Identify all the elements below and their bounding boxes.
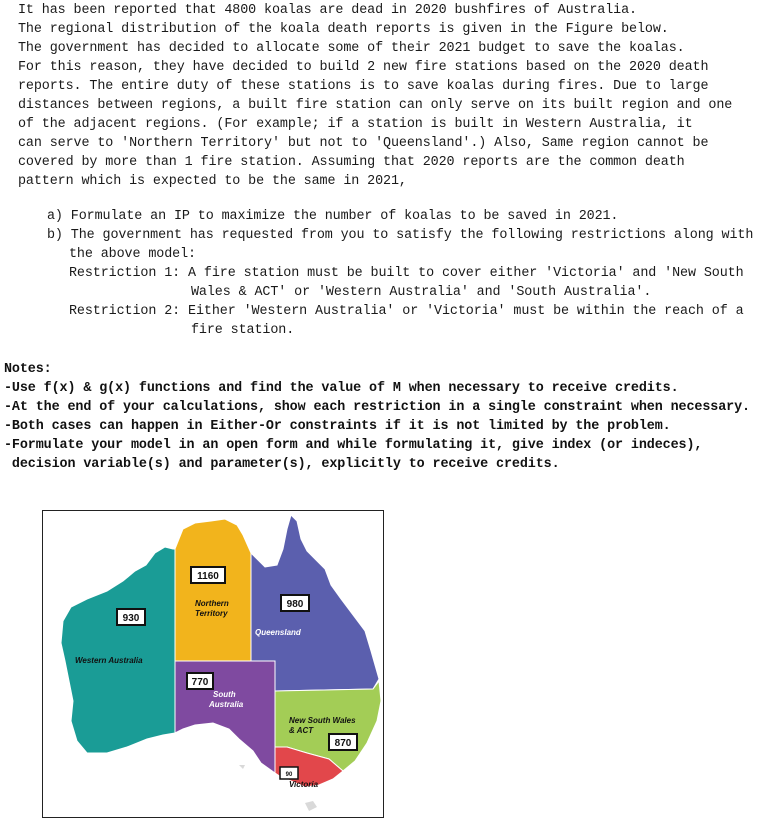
label-south-australia-1: South <box>213 690 236 699</box>
australia-map-figure <box>42 510 384 818</box>
intro-line-4: For this reason, they have decided to build 2 new fire stations based on the 2020 death <box>18 60 709 75</box>
intro-line-3: The government has decided to allocate some of their 2021 budget to save the koalas. <box>18 41 685 56</box>
region-western-australia <box>61 547 175 753</box>
intro-line-1: It has been reported that 4800 koalas are dead in 2020 bushfires of Australia. <box>18 3 637 18</box>
question-b-line-2: the above model: <box>69 247 196 262</box>
question-b-line-1: b) The government has requested from you to satisfy the following restrictions along with <box>47 228 754 243</box>
label-victoria: Victoria <box>289 780 319 789</box>
svg-text:930: 930 <box>122 613 140 624</box>
svg-text:90: 90 <box>285 772 293 778</box>
note-4: -Formulate your model in an open form and while formulating it, give index (or indeces), <box>4 438 703 453</box>
label-south-australia-2: Australia <box>209 700 244 709</box>
value-box-new-south-wales-act <box>329 734 357 750</box>
value-box-western-australia <box>117 609 145 625</box>
label-western-australia: Western Australia <box>75 656 143 665</box>
note-3: -Both cases can happen in Either-Or constraints if it is not limited by the problem. <box>4 419 671 434</box>
label-nsw-2: & ACT <box>289 726 314 735</box>
intro-line-7: of the adjacent regions. (For example; if a station is built in Western Australia, it <box>18 117 693 132</box>
intro-line-2: The regional distribution of the koala death reports is given in the Figure below. <box>18 22 669 37</box>
note-2: -At the end of your calculations, show each restriction in a single constraint when necessary. <box>4 400 750 415</box>
value-box-northern-territory <box>191 567 225 583</box>
label-queensland: Queensland <box>255 628 301 637</box>
note-1: -Use f(x) & g(x) functions and find the value of M when necessary to receive credits. <box>4 381 679 396</box>
note-5: decision variable(s) and parameter(s), explicitly to receive credits. <box>4 457 560 472</box>
intro-line-6: distances between regions, a built fire station can only serve on its built region and one <box>18 98 733 113</box>
value-box-queensland <box>281 595 309 611</box>
intro-line-8: can serve to 'Northern Territory' but not to 'Queensland'.) Also, Same region cannot be <box>18 136 709 151</box>
restriction-1-line-1: Restriction 1: A fire station must be built to cover either 'Victoria' and 'New South <box>69 266 744 281</box>
svg-text:770: 770 <box>191 677 209 688</box>
svg-text:870: 870 <box>334 738 352 749</box>
restriction-1-line-2: Wales & ACT' or 'Western Australia' and 'South Australia'. <box>191 285 652 300</box>
island-shape <box>305 801 317 811</box>
island-shape-small <box>239 765 245 769</box>
australia-map <box>43 511 383 817</box>
svg-text:980: 980 <box>286 599 304 610</box>
intro-line-5: reports. The entire duty of these stations is to save koalas during fires. Due to large <box>18 79 709 94</box>
restriction-2-line-2: fire station. <box>191 323 295 338</box>
label-nsw-1: New South Wales <box>289 716 356 725</box>
label-northern-territory-1: Northern <box>195 599 229 608</box>
question-a: a) Formulate an IP to maximize the number of koalas to be saved in 2021. <box>47 209 619 224</box>
region-northern-territory <box>175 519 251 661</box>
intro-line-9: covered by more than 1 fire station. Assuming that 2020 reports are the common death <box>18 155 685 170</box>
value-box-south-australia <box>187 673 213 689</box>
svg-text:1160: 1160 <box>197 571 219 582</box>
label-northern-territory-2: Territory <box>195 609 228 618</box>
value-box-victoria <box>280 767 298 779</box>
notes-heading: Notes: <box>4 362 52 377</box>
intro-line-10: pattern which is expected to be the same in 2021, <box>18 174 407 189</box>
restriction-2-line-1: Restriction 2: Either 'Western Australia' or 'Victoria' must be within the reach of a <box>69 304 744 319</box>
